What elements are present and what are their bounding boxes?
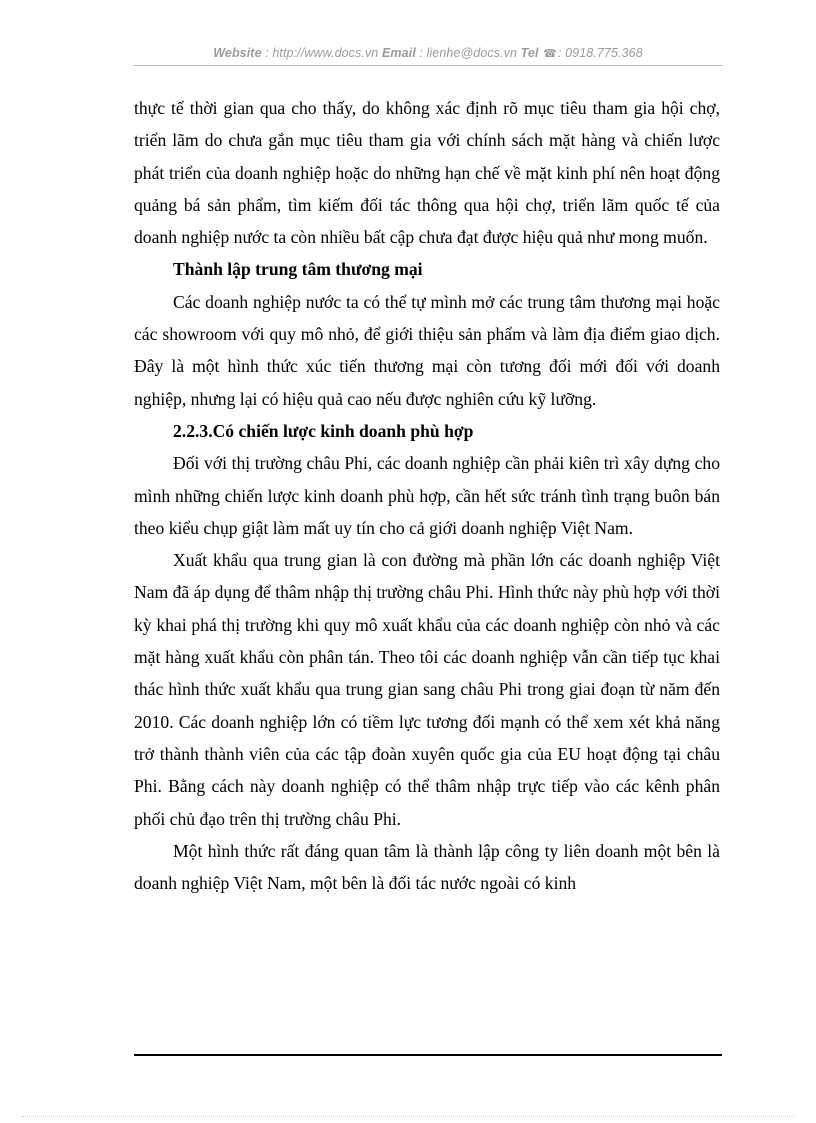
footer-divider (134, 1054, 722, 1056)
page-header (134, 46, 722, 60)
tel-value: : 0918.775.368 (557, 46, 643, 60)
paragraph-4: Xuất khẩu qua trung gian là con đường mà phần lớn các doanh nghiệp Việt Nam đã áp dụng để thâm nhập thị trường châu Phi. Hình thức này phù hợp với thời kỳ khai phá thị trường khi quy mô xuất khẩu của các doanh nghiệp còn nhỏ và các mặt hàng xuất khẩu còn phân tán. Theo tôi các doanh nghiệp vẫn cần tiếp tục khai thác hình thức xuất khẩu qua trung gian sang châu Phi trong giai đoạn từ năm đến 2010. Các doanh nghiệp lớn có tiềm lực tương đối mạnh có thể xem xét khả năng trở thành thành viên của các tập đoàn xuyên quốc gia của EU hoạt động tại châu Phi. Bằng cách này doanh nghiệp có thể thâm nhập trực tiếp vào các kênh phân phối chủ đạo trên thị trường châu Phi. (134, 550, 720, 829)
phone-icon: ☎ (543, 48, 557, 60)
email-value: : lienhe@docs.vn (419, 46, 518, 60)
page-bottom-edge (22, 1116, 794, 1117)
paragraph-3: Đối với thị trường châu Phi, các doanh nghiệp cần phải kiên trì xây dựng cho mình những chiến lược kinh doanh phù hợp, cần hết sức tránh tình trạng buôn bán theo kiểu chụp giật làm mất uy tín cho cả giới doanh nghiệp Việt Nam. (134, 453, 720, 538)
paragraph-2: Các doanh nghiệp nước ta có thể tự mình mở các trung tâm thương mại hoặc các showroom với quy mô nhỏ, để giới thiệu sản phẩm và làm địa điểm giao dịch. Đây là một hình thức xúc tiến thương mại còn tương đối mới đối với doanh nghiệp, nhưng lại có hiệu quả cao nếu được nghiên cứu kỹ lưỡng. (134, 291, 720, 409)
email-label: Email (381, 46, 416, 60)
paragraph-5: Một hình thức rất đáng quan tâm là thành lập công ty liên doanh một bên là doanh nghiệp Việt Nam, một bên là đối tác nước ngoài có kinh (134, 840, 720, 894)
website-label: Website (213, 46, 262, 60)
website-value: : http://www.docs.vn (265, 46, 379, 60)
document-body (134, 92, 720, 899)
paragraph-1: thực tế thời gian qua cho thấy, do không xác định rõ mục tiêu tham gia hội chợ, triển lãm do chưa gắn mục tiêu tham gia với chính sách mặt hàng và chiến lược phát triển của doanh nghiệp hoặc do những hạn chế về mặt kinh phí nên hoạt động quảng bá sản phẩm, tìm kiếm đối tác thông qua hội chợ, triển lãm quốc tế của doanh nghiệp nước ta còn nhiều bất cập chưa đạt được hiệu quả như mong muốn. (134, 98, 720, 248)
heading-trade-center: Thành lập trung tâm thương mại (173, 259, 423, 280)
header-divider (134, 65, 722, 66)
tel-label: Tel (520, 46, 539, 60)
heading-business-strategy: 2.2.3.Có chiến lược kinh doanh phù hợp (173, 420, 474, 441)
